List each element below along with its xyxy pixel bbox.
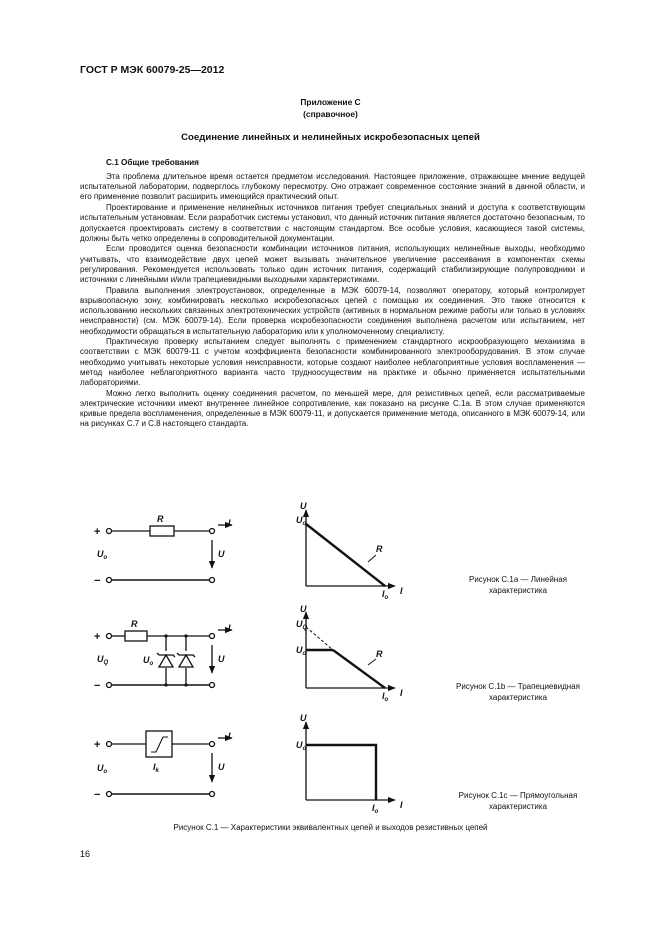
annex-title: Приложение С bbox=[300, 97, 361, 107]
uo-label bbox=[296, 740, 307, 752]
caption-line: Рисунок С.1с — Прямоугольная bbox=[458, 791, 578, 800]
plus-label: + bbox=[94, 526, 101, 538]
terminal bbox=[210, 683, 215, 688]
uo-label bbox=[296, 645, 307, 657]
ik-subscript: k bbox=[155, 768, 159, 774]
caption-c1b bbox=[423, 681, 613, 703]
voltage-label: U bbox=[218, 549, 225, 559]
circuit-trapezoidal bbox=[94, 619, 232, 692]
uo-letter: U bbox=[97, 549, 104, 559]
resistor bbox=[125, 631, 147, 641]
linear-characteristic bbox=[306, 524, 385, 586]
uo-subscript: o bbox=[103, 555, 108, 561]
caption-line: характеристика bbox=[488, 802, 548, 811]
io-letter: I bbox=[382, 589, 385, 599]
terminal bbox=[107, 529, 112, 534]
current-limiter-block bbox=[146, 731, 172, 757]
uo-label bbox=[296, 515, 307, 527]
uo-subscript: o bbox=[302, 746, 307, 752]
caption-c1a bbox=[423, 574, 613, 596]
caption-line: Рисунок С.1b — Трапециевидная bbox=[456, 682, 580, 691]
uo-letter: U bbox=[296, 515, 303, 525]
graph-rectangular bbox=[296, 713, 403, 815]
paragraph: Проектирование и применение нелинейных источников питания требует специальных знаний и доступа к соответствующим испытательным установкам. Если разработчик системы установил, что данный источник питания является достаточно безопасным, то допускается проектировать систему в соответствии с настоящим стандартом. Все особые условия, касающиеся такой системы, должны быть четко определены в сопроводительной документации. bbox=[80, 203, 585, 243]
minus-label: − bbox=[94, 789, 101, 801]
source-voltage-label bbox=[97, 654, 109, 666]
uo-letter: U bbox=[97, 763, 104, 773]
terminal bbox=[107, 634, 112, 639]
caption-line: характеристика bbox=[488, 693, 548, 702]
figure-caption: Рисунок С.1 — Характеристики эквивалентных цепей и выходов резистивных цепей bbox=[173, 823, 488, 832]
uo-letter: U bbox=[296, 740, 303, 750]
io-label bbox=[382, 691, 389, 703]
terminal bbox=[107, 683, 112, 688]
current-label: I bbox=[228, 623, 231, 633]
annex-type: (справочное) bbox=[303, 109, 358, 119]
io-label bbox=[382, 589, 389, 601]
resistor-label: R bbox=[131, 619, 138, 629]
graph-trapezoidal bbox=[296, 604, 403, 703]
io-subscript: o bbox=[384, 697, 389, 703]
uo-subscript: o bbox=[103, 769, 108, 775]
minus-label: − bbox=[94, 575, 101, 587]
y-axis-label: U bbox=[300, 501, 307, 511]
terminal bbox=[107, 792, 112, 797]
io-letter: I bbox=[372, 803, 375, 813]
paragraph: Можно легко выполнить оценку соединения расчетом, по меньшей мере, для резистивных цепей, если рассматриваемые электрические источники имеют внутреннее линейное сопротивление, как показано на рисунке С.1а. В этом случае применяются кривые предела воспламенения, определенные в МЭК 60079-11, и допускается применение метода, описанного в МЭК 60079-14, или на рисунках С.7 и С.8 настоящего стандарта. bbox=[80, 388, 585, 429]
caption-c1c bbox=[423, 790, 613, 812]
zener-diode bbox=[177, 634, 195, 686]
terminal bbox=[210, 578, 215, 583]
voltage-label: U bbox=[218, 762, 225, 772]
io-letter: I bbox=[382, 691, 385, 701]
zener-voltage-label bbox=[143, 655, 154, 667]
source-voltage-label bbox=[97, 549, 108, 561]
resistor bbox=[150, 526, 174, 536]
annex-main-title: Соединение линейных и нелинейных искробезопасных цепей bbox=[181, 132, 480, 143]
terminal bbox=[210, 792, 215, 797]
plus-label: + bbox=[94, 739, 101, 751]
graph-linear bbox=[296, 501, 403, 601]
uo-letter: U bbox=[296, 645, 303, 655]
current-label: I bbox=[228, 731, 231, 741]
ik-letter: I bbox=[153, 762, 156, 772]
plus-label: + bbox=[94, 631, 101, 643]
paragraph: Эта проблема длительное время остается предметом исследования. Настоящее приложение, отражающее мнение ведущей испытательной лаборатории, подверглось глубокому пересмотру. Оно отражает современное состояние знаний в данной области, и его применение позволит расширить имеющийся практический опыт. bbox=[80, 172, 585, 202]
uo-subscript: o bbox=[149, 661, 154, 667]
circuit-linear bbox=[94, 514, 232, 587]
io-label bbox=[372, 803, 379, 815]
terminal bbox=[210, 634, 215, 639]
x-axis-label: I bbox=[400, 688, 403, 698]
minus-label: − bbox=[94, 680, 101, 692]
y-axis-label: U bbox=[300, 713, 307, 723]
zener-diode bbox=[157, 634, 175, 686]
uq-subscript: Q bbox=[103, 660, 109, 666]
source-voltage-label bbox=[97, 763, 108, 775]
voltage-label: U bbox=[218, 654, 225, 664]
rectangular-characteristic bbox=[306, 745, 376, 800]
uq-subscript: Q bbox=[302, 625, 308, 631]
paragraph: Правила выполнения электроустановок, определенные в МЭК 60079-14, позволяют оператору, который контролирует взрывоопасную зону, комбинировать несколько искробезопасных цепей с помощью их соединения. Это также относится к использованию нескольких связанных электротехнических устройств (активных в нормальном режиме работы или только в условиях неисправности) (см. МЭК 60079-14). Если проверка искробезопасности соединения выполнена расчетом или испытанием, нет необходимости обращаться в испытательную лабораторию или к уполномоченному специалисту. bbox=[80, 285, 585, 336]
r-label: R bbox=[376, 544, 383, 554]
terminal bbox=[107, 742, 112, 747]
page-number: 16 bbox=[80, 849, 91, 859]
paragraph: Если проводится оценка безопасности комбинации источников питания, использующих нелинейные выходы, необходимо учитывать, что взаимодействие двух цепей может вызывать значительное увеличение рассеивания в компонентах схемы регулирования. Рекомендуется использовать только один источник питания, содержащий стабилизирующие полупроводники и источники с линейными и/или трапециевидными выходными характеристиками. bbox=[80, 244, 585, 285]
io-subscript: o bbox=[374, 809, 379, 815]
x-axis-label: I bbox=[400, 586, 403, 596]
io-subscript: o bbox=[384, 595, 389, 601]
terminal bbox=[210, 742, 215, 747]
resistor-label: R bbox=[157, 514, 164, 524]
x-axis-label: I bbox=[400, 800, 403, 810]
section-heading: С.1 Общие требования bbox=[106, 158, 199, 167]
r-label: R bbox=[376, 649, 383, 659]
caption-line: Рисунок С.1а — Линейная bbox=[469, 575, 567, 584]
open-circuit-dashed bbox=[306, 627, 333, 650]
terminal bbox=[107, 578, 112, 583]
caption-line: характеристика bbox=[488, 586, 548, 595]
document-header: ГОСТ Р МЭК 60079-25—2012 bbox=[80, 64, 225, 76]
ik-label bbox=[153, 762, 160, 774]
y-axis-label: U bbox=[300, 604, 307, 614]
uq-letter: U bbox=[296, 619, 303, 629]
uo-subscript: o bbox=[302, 651, 307, 657]
terminal bbox=[210, 529, 215, 534]
uo-letter: U bbox=[143, 655, 150, 665]
paragraph: Практическую проверку испытанием следует выполнять с применением стандартного искрообразующего механизма в соответствии с МЭК 60079-11 с учетом коэффициента безопасности комбинированного электрооборудования. В этом случае необходимо учитывать некоторые условия неисправности, которые создают наиболее неблагоприятные условия воспламенения — метод наиболее неблагоприятного варианта часто трудноосуществим на практике и обычно применяется испытательными лабораториями. bbox=[80, 337, 585, 388]
circuit-rectangular bbox=[94, 731, 232, 801]
uq-letter: U bbox=[97, 654, 104, 664]
current-label: I bbox=[228, 518, 231, 528]
uo-subscript: o bbox=[302, 521, 307, 527]
